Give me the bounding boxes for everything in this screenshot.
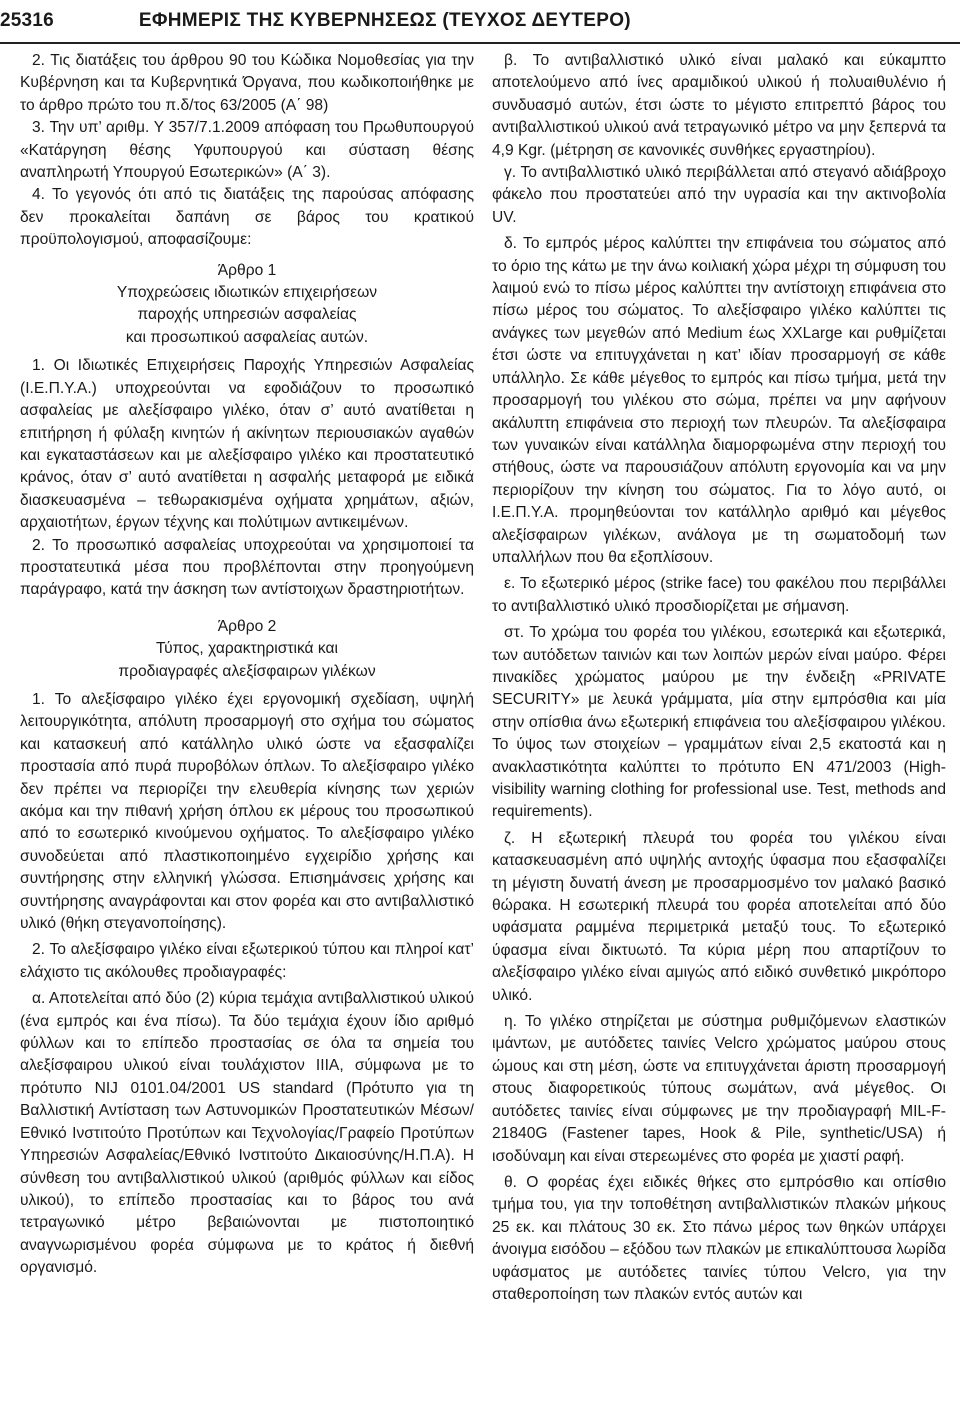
article-2-title-line: Τύπος, χαρακτηριστικά και: [155, 640, 338, 658]
paragraph-consideration-4: 4. Το γεγονός ότι από τις διατάξεις της παρούσας απόφασης δεν προκαλείται δαπάνη σε βάρος του κρατικού προϋπολογισμού, αποφασίζουμε:: [20, 186, 474, 249]
article-2-title-line: προδιαγραφές αλεξίσφαιρων γιλέκων: [118, 662, 376, 680]
article-2-heading: [20, 616, 474, 683]
article-2-number: Άρθρο 2: [217, 617, 277, 635]
article-1-title-line: Υποχρεώσεις ιδιωτικών επιχειρήσεων: [116, 284, 378, 302]
article-1-title-line: και προσωπικού ασφαλείας αυτών.: [125, 328, 369, 346]
article-1-title-line: παροχής υπηρεσιών ασφαλείας: [137, 306, 357, 324]
article-1-paragraph-1: 1. Οι Ιδιωτικές Επιχειρήσεις Παροχής Υπηρεσιών Ασφαλείας (Ι.Ε.Π.Υ.Α.) υποχρεούνται να εφοδιάζουν το προσωπικό ασφαλείας με αλεξίσφαιρο γιλέκο, όταν σ’ αυτό ανατίθεται η επιτήρηση ή φύλαξη κινητών ή ακίνητων περιουσιακών αγαθών και εγκαταστάσεων και με αλεξίσφαιρο γιλέκο και προστατευτικό κράνος, όταν σ’ αυτό ανατίθεται η ασφαλής μεταφορά με ειδικά διασκευασμένα – τεθωρακισμένα οχήματα χρημάτων, αξιών, αρχαιοτήτων, έργων τέχνης και πολύτιμων αντικειμένων.: [20, 357, 474, 532]
article-2-item-st: στ. Το χρώμα του φορέα του γιλέκου, εσωτερικά και εξωτερικά, των αυτόδετων ταινιών και των λοιπών μερών είναι μαύρο. Φέρει πινακίδες χρώματος μαύρου με την ένδειξη «PRIVATE SECURITY» με λευκά γράμματα, μία στην εμπρόσθια και μία στην οπίσθια άνω εξωτερική επιφάνεια του αλεξίσφαιρου γιλέκου. Το ύψος των στοιχείων – γραμμάτων είναι 2,5 εκατοστά και η ανακλαστικότητα καλύπτει το πρότυπο EN 471/2003 (High-visibility warning clothing for professional use. Test, methods and requirements).: [492, 624, 946, 821]
publication-title: ΕΦΗΜΕΡΙΣ ΤΗΣ ΚΥΒΕΡΝΗΣΕΩΣ (ΤΕΥΧΟΣ ΔΕΥΤΕΡΟ): [138, 10, 631, 31]
article-1-heading: [20, 260, 474, 350]
left-column: [20, 46, 474, 1306]
right-column: [492, 46, 946, 1306]
article-2-paragraph-2: 2. Το αλεξίσφαιρο γιλέκο είναι εξωτερικού τύπου και πληροί κατ’ ελάχιστο τις ακόλουθες προδιαγραφές:: [20, 941, 474, 981]
article-2-item-th: θ. Ο φορέας έχει ειδικές θήκες στο εμπρόσθιο και οπίσθιο τμήμα του, για την τοποθέτηση αντιβαλλιστικών πλακών μήκους 25 εκ. και πλάτους 30 εκ. Στο πάνω μέρος των θηκών υπάρχει άνοιγμα εισόδου – εξόδου των πλακών με επικαλύπτουσα λωρίδα υφάσματος με αυτόδετες ταινίες τύπου Velcro, για την σταθεροποίηση των πλακών εντός αυτών και: [492, 1173, 946, 1303]
paragraph-consideration-2: 2. Τις διατάξεις του άρθρου 90 του Κώδικα Νομοθεσίας για την Κυβέρνηση και τα Κυβερνητικά Όργανα, που κωδικοποιήθηκε με το άρθρο πρώτο του π.δ/τος 63/2005 (Α΄ 98): [20, 52, 474, 114]
article-1-number: Άρθρο 1: [217, 261, 277, 279]
article-2-paragraph-1: 1. Το αλεξίσφαιρο γιλέκο έχει εργονομική σχεδίαση, υψηλή λειτουργικότητα, απόλυτη προσαρμογή στο σχήμα του σώματος και κατασκευή από κατάλληλο υλικό ώστε να εξασφαλίζει προστασία από πυρά πυροβόλων όπλων. Το αλεξίσφαιρο γιλέκο δεν πρέπει να περιορίζει την ελευθερία κίνησης των χεριών ακόμα και την πιθανή χρήση όπλου εκ μέρους του προσωπικού από το εσωτερικό κινούμενου οχήματος. Το αλεξίσφαιρο γιλέκο συνοδεύεται από πλαστικοποιημένο εγχειρίδιο χρήσης και συντήρησης στην ελληνική γλώσσα. Επισημάνσεις χρήσης και συντήρησης αναγράφονται και στον φορέα και στο αντιβαλλιστικό υλικό (θήκη στεγανοποίησης).: [20, 690, 474, 933]
article-2-item-d: δ. Το εμπρός μέρος καλύπτει την επιφάνεια του σώματος από το όριο της κάτω με την άνω κοιλιακή χώρα μέχρι τη σύμφυση του λαιμού ενώ το πίσω μέρος καλύπτει την αντίστοιχη επιφάνεια στο πίσω μέρος του σώματος. Το αλεξίσφαιρο γιλέκο καλύπτει τις ανάγκες των μεγεθών από Medium έως XXLarge και ρυθμίζεται έτσι ώστε να επιτυγχάνεται η κατ’ ιδίαν προσαρμογή σε κάθε υπάλληλο. Σε κάθε μέγεθος το εμπρός και πίσω τμήμα, μετά την προσαρμογή του γιλέκου στο σώμα, πρέπει να μην αφήνουν ακάλυπτη επιφάνεια στο περιοχή των πλευρών. Τα αλεξίσφαιρα των γυναικών είναι κατάλληλα διαμορφωμένα στην περιοχή του στήθους, ώστε να παρουσιάζουν απόλυτη εργονομία και να μην περιορίζουν την κίνηση του σώματος. Για το λόγο αυτό, οι Ι.Ε.Π.Υ.Α. προμηθεύονται τον κατάλληλο αριθμό και μέγεθος αλεξίσφαιρων γιλέκων, ανάλογα με τη σωματοδομή των υπαλλήλων που θα εξοπλίσουν.: [492, 235, 946, 566]
article-2-item-z: ζ. Η εξωτερική πλευρά του φορέα του γιλέκου είναι κατασκευασμένη από υψηλής αντοχής ύφασμα που εξασφαλίζει τη μέγιστη δυνατή άνεση με προσαρμοσμένο τον μαλακό βασικό θώρακα. Η εσωτερική πλευρά του φορέα αποτελείται από δύο υφάσματα ραμμένα περιμετρικά μεταξύ τους. Το εξωτερικό ύφασμα είναι δικτυωτό. Τα κύρια μέρη που απαρτίζουν το αλεξίσφαιρο γιλέκο είναι αμιγώς από ειδικό συνθετικό μικρόπορο υλικό.: [492, 829, 946, 1004]
page-header: [0, 0, 960, 44]
page-number: 25316: [0, 10, 54, 31]
article-2-item-a: α. Αποτελείται από δύο (2) κύρια τεμάχια αντιβαλλιστικού υλικού (ένα εμπρός και ένα πίσω). Τα δύο τεμάχια έχουν ίδιο αριθμό φύλλων και το επίπεδο προστασίας σε όλα τα σημεία του αλεξίσφαιρου υλικού είναι τουλάχιστον IIIA, σύμφωνα με το πρότυπο NIJ 0101.04/2001 US standard (Πρότυπο για τη Βαλλιστική Αντίσταση των Αστυνομικών Προστατευτικών Μέσων/Εθνικό Ινστιτούτο Προτύπων και Τεχνολογίας/Γραφείο Προτύπων Υπηρεσιών Ασφαλείας/Εθνικό Ινστιτούτο Δικαιοσύνης/Η.Π.Α). Η σύνθεση του αντιβαλλιστικού υλικού (αριθμός φύλλων και είδος υλικού), το επίπεδο προστασίας και το βάρος του ανά τετραγωνικό μέτρο βεβαιώνονται με πιστοποιητικό αναγνωρισμένου φορέα σύμφωνα με το κράτος ή διεθνή οργανισμό.: [20, 990, 474, 1277]
two-column-body: [20, 46, 946, 1306]
article-2-item-b: β. Το αντιβαλλιστικό υλικό είναι μαλακό και εύκαμπτο αποτελούμενο από ίνες αραμιδικού υλικού ή πολυαιθυλένιο ή συνδυασμό αυτών, έτσι ώστε το μέγιστο επιτρεπτό βάρος του αντιβαλλιστικού υλικού ανά τετραγωνικό μέτρο να μην ξεπερνά τα 4,9 Kgr. (μέτρηση σε κανονικές συνθήκες εργαστηρίου).: [492, 52, 946, 159]
article-1-paragraph-2: 2. Το προσωπικό ασφαλείας υποχρεούται να χρησιμοποιεί τα προστατευτικά μέσα που προβλέπονται στην προηγούμενη παράγραφο, κατά την άσκηση των αντίστοιχων δραστηριοτήτων.: [20, 536, 474, 599]
article-2-item-h: η. Το γιλέκο στηρίζεται με σύστημα ρυθμιζόμενων ελαστικών ιμάντων, με αυτόδετες ταινίες Velcro χρώματος μαύρου στους ώμους και στη μέση, ώστε να επιτυγχάνεται άριστη προσαρμογή στους διαφορετικούς τύπους σωμάτων, ανά μέγεθος. Οι αυτόδετες ταινίες είναι σύμφωνες με την προδιαγραφή MIL-F-21840G (Fastener tapes, Hook & Pile, synthetic/USA) ή ισοδύναμη και είναι στερεωμένες στο φορέα με χιαστί ραφή.: [492, 1013, 946, 1165]
article-2-item-e: ε. Το εξωτερικό μέρος (strike face) του φακέλου που περιβάλλει το αντιβαλλιστικό υλικό προσδιορίζεται με σήμανση.: [492, 575, 946, 615]
paragraph-consideration-3: 3. Την υπ’ αριθμ. Υ 357/7.1.2009 απόφαση του Πρωθυπουργού «Κατάργηση θέσης Υφυπουργού και σύσταση θέσης αναπληρωτή Υπουργού Εσωτερικών» (Α΄ 3).: [20, 119, 474, 182]
article-2-item-c: γ. Το αντιβαλλιστικό υλικό περιβάλλεται από στεγανό αδιάβροχο φάκελο που προστατεύει από την υγρασία και την ακτινοβολία UV.: [492, 164, 946, 226]
